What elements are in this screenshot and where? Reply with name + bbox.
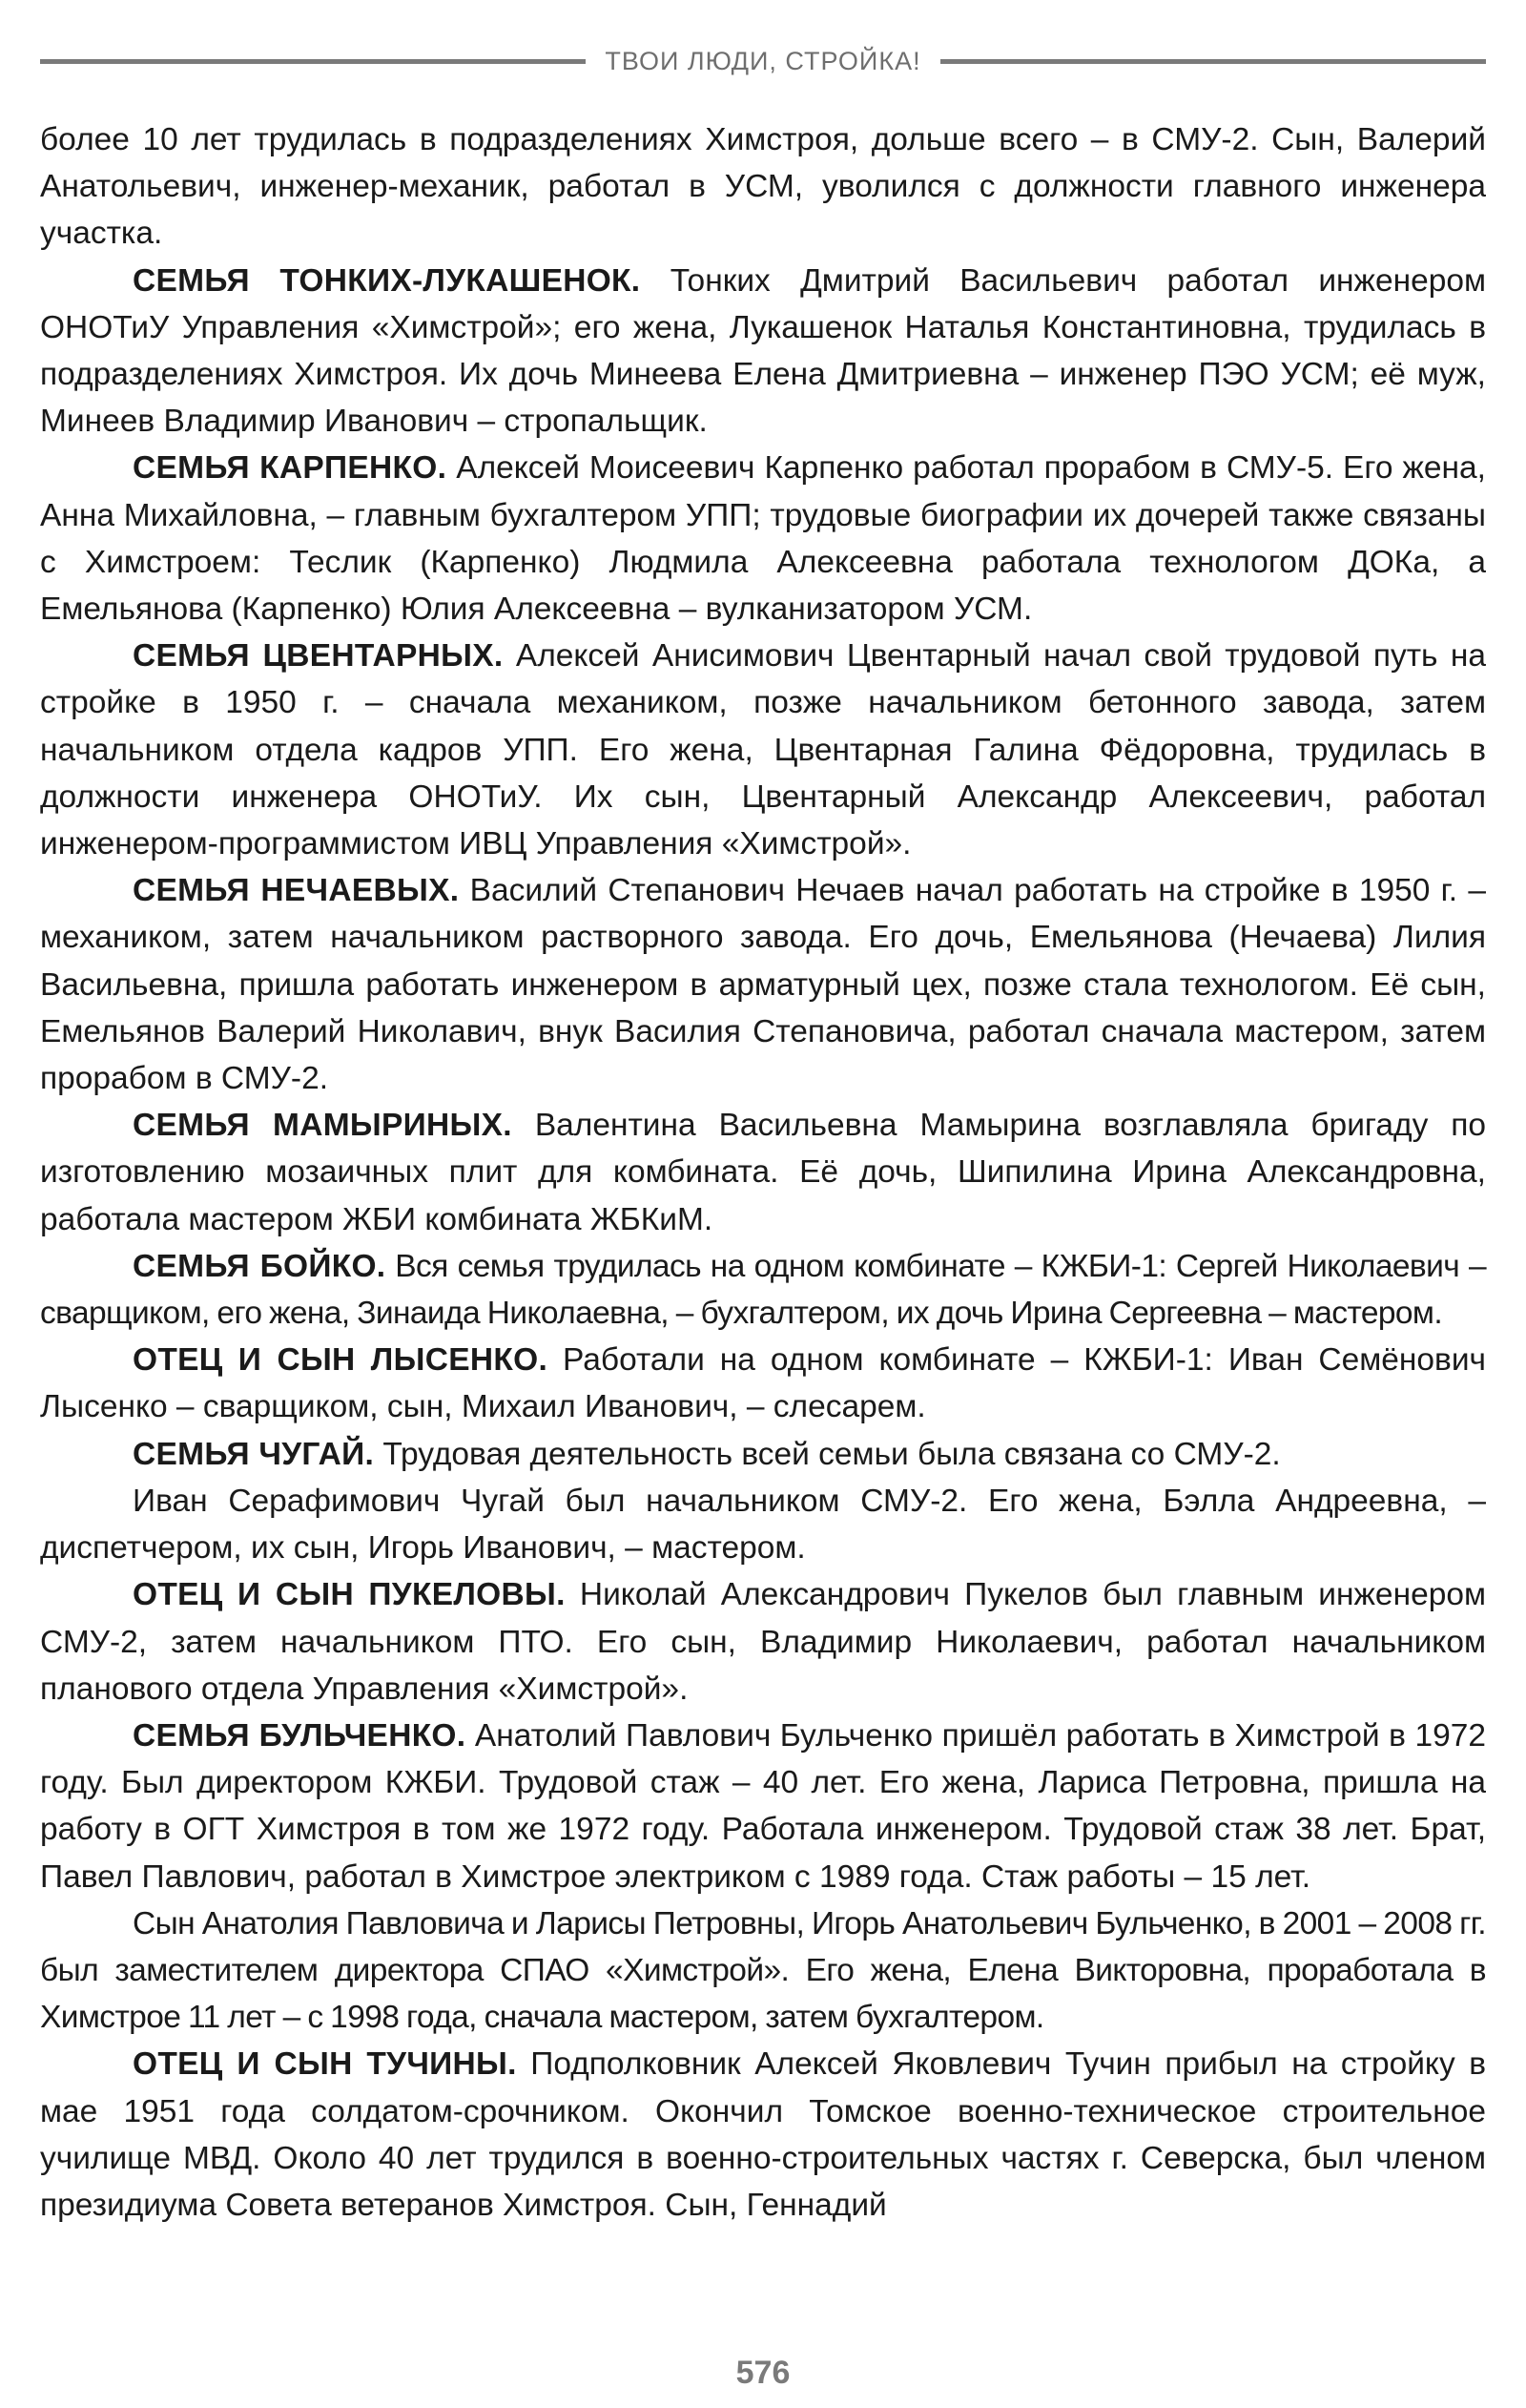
paragraph-text: Иван Серафимович Чугай был начальником СМУ-2. Его жена, Бэлла Андреевна, – диспетчером, их сын, Игорь Иванович, – мастером. [40,1483,1486,1567]
paragraph-tonkih-lukashenok [40,258,1486,446]
paragraph-lead: СЕМЬЯ ЧУГАЙ. [133,1436,375,1472]
paragraph-lead: ОТЕЦ И СЫН ПУКЕЛОВЫ. [133,1577,566,1613]
paragraph-boiko [40,1243,1486,1337]
paragraph-continuation [40,116,1486,258]
paragraph-chugai [40,1431,1486,1478]
paragraph-text: Василий Степанович Нечаев начал работать на стройке в 1950 г. – механиком, затем начальником растворного завода. Его дочь, Емельянова (Нечаева) Лилия Васильевна, пришла работать инженером в арматурный цех, позже стала технологом. Её сын, Емельянов Валерий Николавич, внук Василия Степановича, работал сначала мастером, затем прорабом в СМУ-2. [40,873,1486,1097]
paragraph-bulchenko-son [40,1900,1486,2042]
paragraph-lead: ОТЕЦ И СЫН ТУЧИНЫ. [133,2046,517,2083]
header-rule-right [940,59,1486,64]
paragraph-lead: СЕМЬЯ КАРПЕНКО. [133,450,447,487]
paragraph-lysenko [40,1337,1486,1430]
paragraph-text: Алексей Моисеевич Карпенко работал прорабом в СМУ-5. Его жена, Анна Михайловна, – главным бухгалтером УПП; трудовые биографии их дочерей также связаны с Химстроем: Теслик (Карпенко) Людмила Алексеевна работала технологом ДОКа, а Емельянова (Карпенко) Юлия Алексеевна – вулканизатором УСМ. [40,450,1486,628]
paragraph-text: Валентина Васильевна Мамырина возглавляла бригаду по изготовлению мозаичных плит для комбината. Её дочь, Шипилина Ирина Александровна, работала мастером ЖБИ комбината ЖБКиМ. [40,1108,1486,1237]
paragraph-text: Алексей Анисимович Цвентарный начал свой трудовой путь на стройке в 1950 г. – сначала механиком, позже начальником бетонного завода, затем начальником отдела кадров УПП. Его жена, Цвентарная Галина Фёдоровна, трудилась в должности инженера ОНОТиУ. Их сын, Цвентарный Александр Алексеевич, работал инженером-программистом ИВЦ Управления «Химстрой». [40,638,1486,862]
paragraph-pukelovy [40,1571,1486,1713]
header-title: ТВОИ ЛЮДИ, СТРОЙКА! [605,46,921,75]
paragraph-nechaevyh [40,867,1486,1102]
paragraph-lead: СЕМЬЯ НЕЧАЕВЫХ. [133,873,460,909]
paragraph-bulchenko [40,1713,1486,1900]
running-header [40,40,1486,82]
paragraph-text: Тонких Дмитрий Васильевич работал инженером ОНОТиУ Управления «Химстрой»; его жена, Лукашенок Наталья Константиновна, трудилась в подразделениях Химстроя. Их дочь Минеева Елена Дмитриевна – инженер ПЭО УСМ; её муж, Минеев Владимир Иванович – стропальщик. [40,262,1486,440]
paragraph-text: Трудовая деятельность всей семьи была связана со СМУ-2. [374,1436,1281,1472]
paragraph-text: Работали на одном комбинате – КЖБИ-1: Иван Семёнович Лысенко – сварщиком, сын, Михаил Иванович, – слесарем. [40,1342,1486,1425]
paragraph-mamyrinyh [40,1102,1486,1243]
paragraph-lead: СЕМЬЯ ЦВЕНТАРНЫХ. [133,638,504,675]
header-rule-left [40,59,586,64]
paragraph-lead: СЕМЬЯ ТОНКИХ-ЛУКАШЕНОК. [133,262,641,299]
paragraph-text: Сын Анатолия Павловича и Ларисы Петровны, Игорь Анатольевич Бульченко, в 2001 – 2008 гг. был заместителем директора СПАО «Химстрой». Его жена, Елена Викторовна, проработала в Химстрое 11 лет – с 1998 года, сначала мастером, затем бухгалтером. [40,1905,1486,2036]
paragraph-chugai-details [40,1478,1486,1571]
paragraph-lead: ОТЕЦ И СЫН ЛЫСЕНКО. [133,1342,548,1379]
paragraph-text: более 10 лет трудилась в подразделениях Химстроя, дольше всего – в СМУ-2. Сын, Валерий Анатольевич, инженер-механик, работал в УСМ, уволился с должности главного инженера участка. [40,122,1486,252]
paragraph-lead: СЕМЬЯ БОЙКО. [133,1248,386,1284]
paragraph-text: Вся семья трудилась на одном комбинате – КЖБИ-1: Сергей Николаевич – сварщиком, его жена, Зинаида Николаевна, – бухгалтером, их дочь Ирина Сергеевна – мастером. [40,1248,1486,1332]
paragraph-lead: СЕМЬЯ БУЛЬЧЕНКО. [133,1717,466,1754]
paragraph-lead: СЕМЬЯ МАМЫРИНЫХ. [133,1108,512,1144]
article-body [40,116,1486,2229]
paragraph-text: Подполковник Алексей Яковлевич Тучин прибыл на стройку в мае 1951 года солдатом-срочником. Окончил Томское военно-техническое строительное училище МВД. Около 40 лет трудился в военно-строительных частях г. Северска, был членом президиума Совета ветеранов Химстроя. Сын, Геннадий [40,2046,1487,2223]
paragraph-text: Николай Александрович Пукелов был главным инженером СМУ-2, затем начальником ПТО. Его сын, Владимир Николаевич, работал начальником планового отдела Управления «Химстрой». [40,1577,1486,1707]
page-number: 576 [735,2355,791,2391]
paragraph-tsventarnyh [40,633,1486,867]
paragraph-text: Анатолий Павлович Бульченко пришёл работать в Химстрой в 1972 году. Был директором КЖБИ. Трудовой стаж – 40 лет. Его жена, Лариса Петровна, пришла на работу в ОГТ Химстроя в том же 1972 году. Работала инженером. Трудовой стаж 38 лет. Брат, Павел Павлович, работал в Химстрое электриком с 1989 года. Стаж работы – 15 лет. [40,1717,1486,1895]
paragraph-karpenko [40,445,1486,633]
paragraph-tuchiny [40,2041,1486,2229]
